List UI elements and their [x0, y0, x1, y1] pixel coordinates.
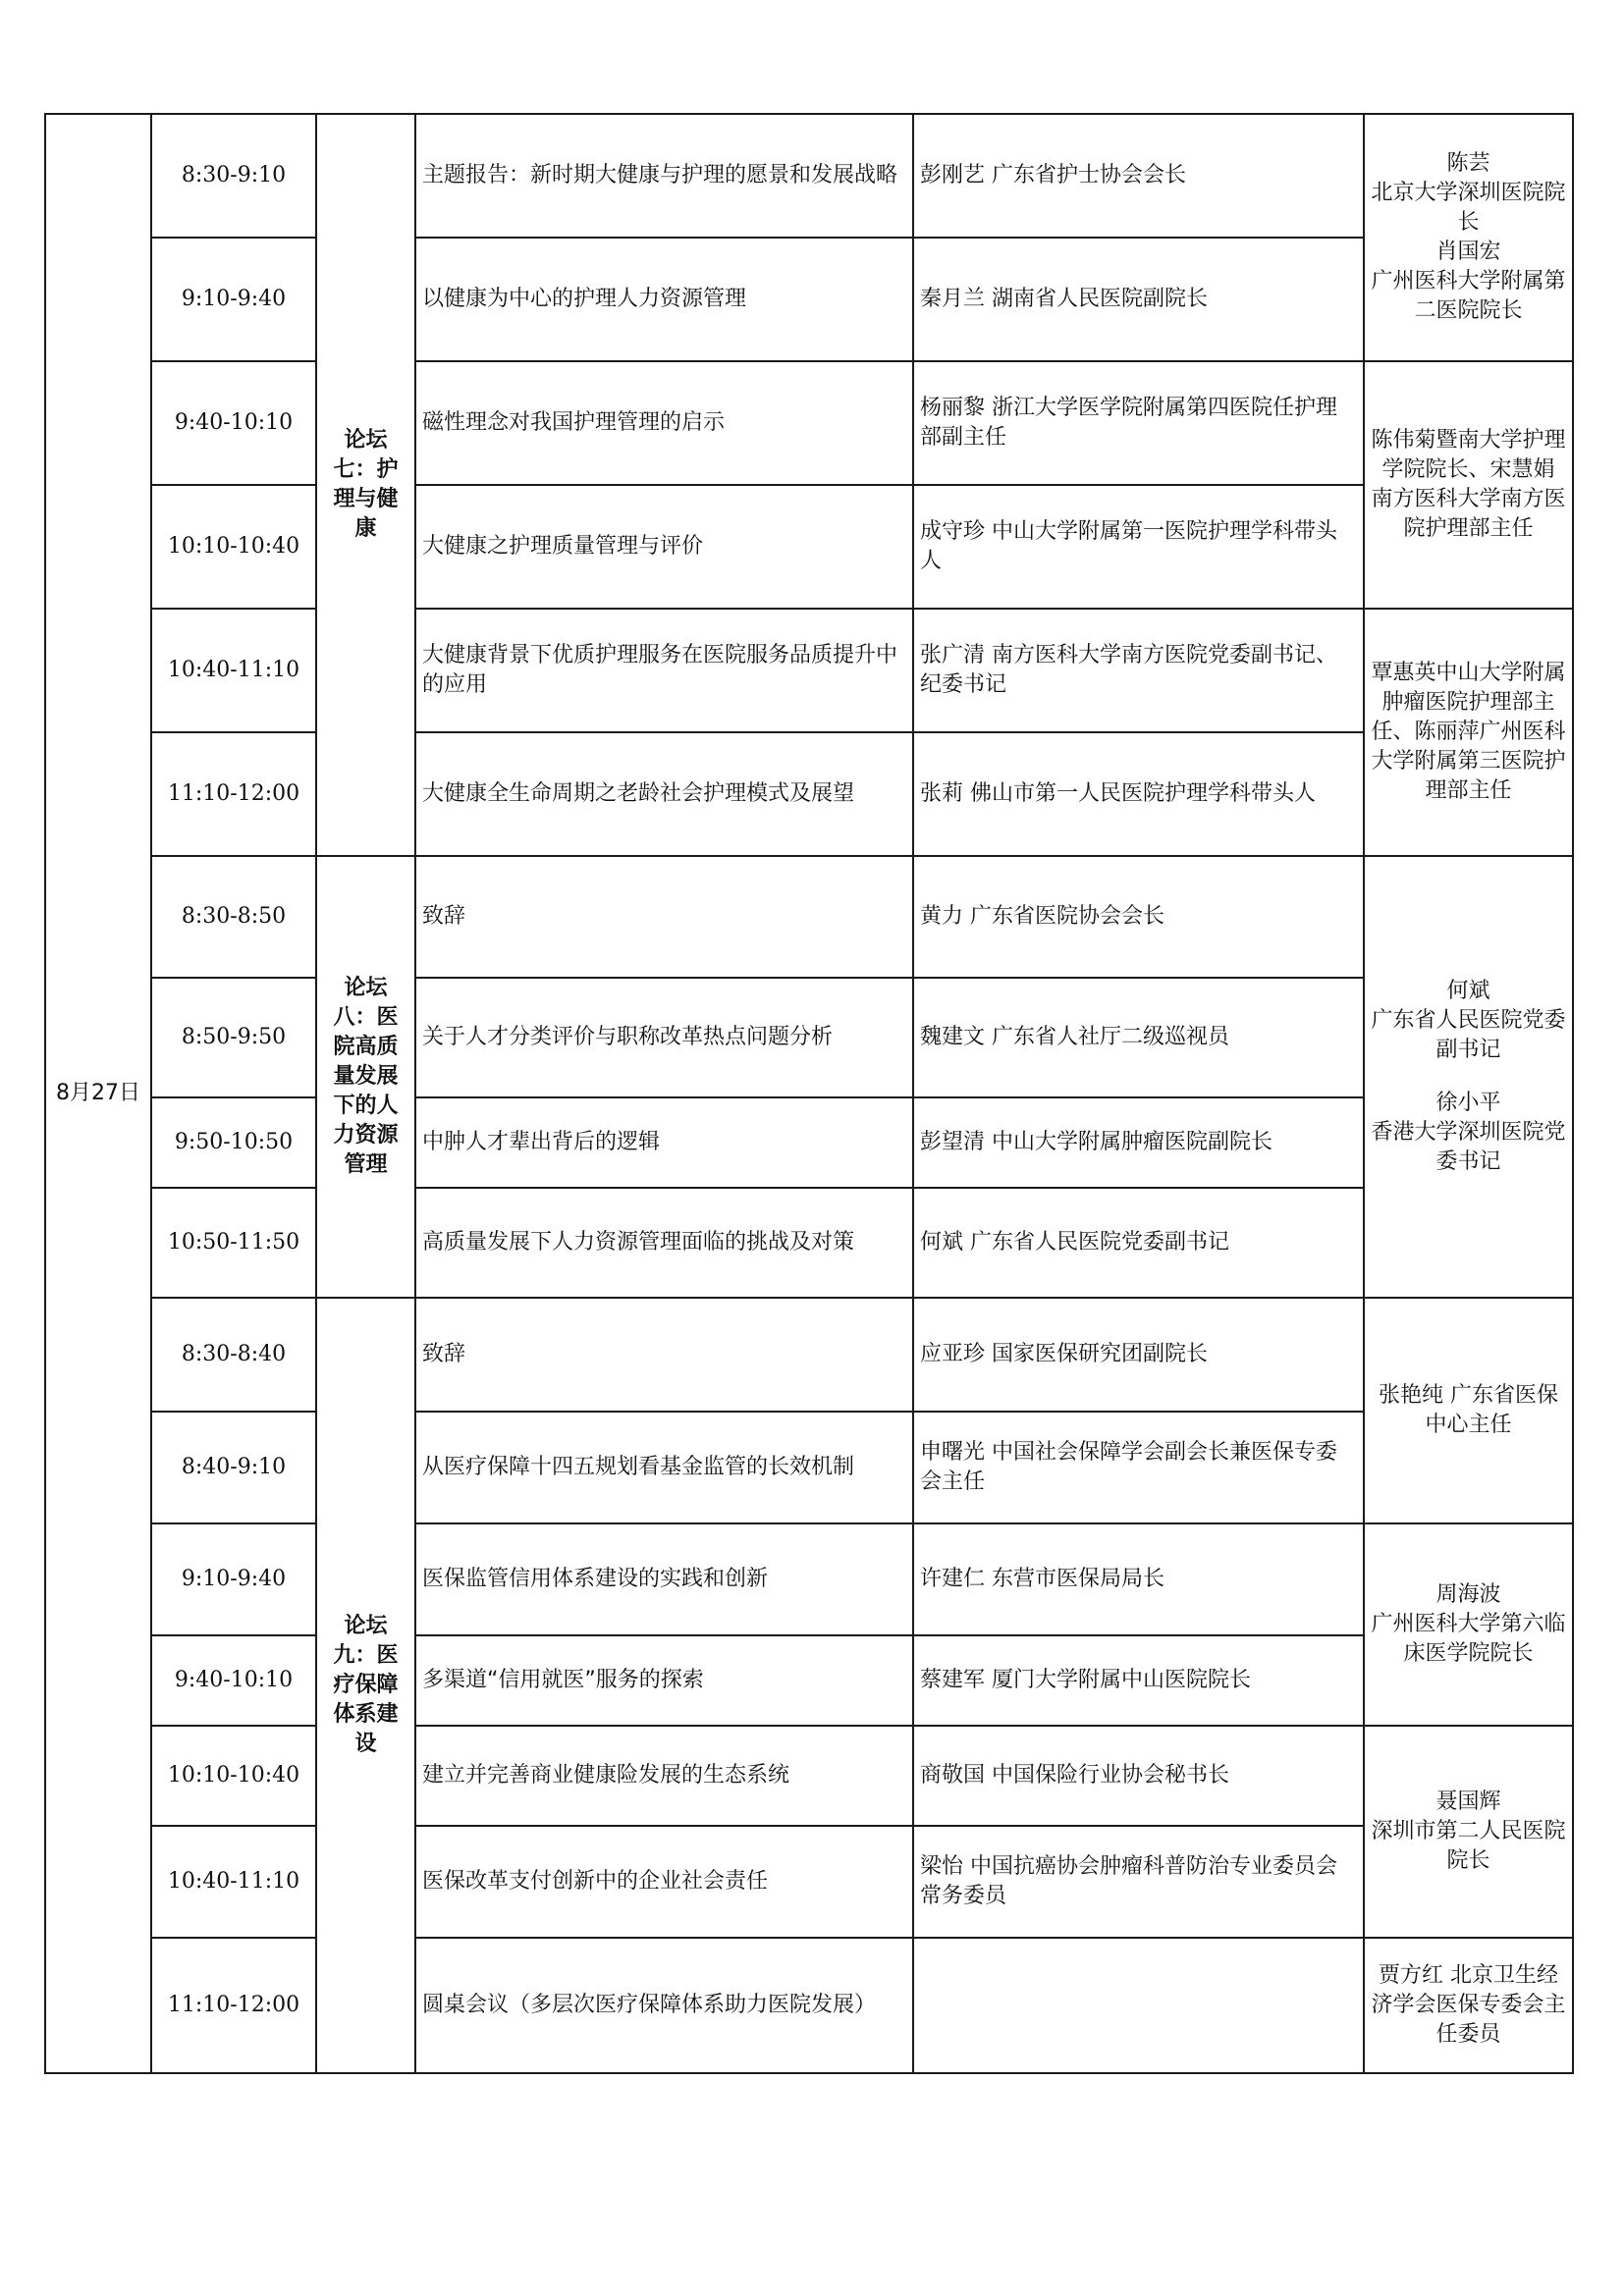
time-cell: 10:50-11:50: [151, 1188, 316, 1298]
host-title: 深圳市第二人民医院院长: [1371, 1819, 1566, 1873]
time-cell: 9:50-10:50: [151, 1097, 316, 1188]
host-cell: [1364, 609, 1573, 856]
time-cell: 10:40-11:10: [151, 609, 316, 732]
host-cell: [1364, 1938, 1573, 2073]
topic-cell: 大健康全生命周期之老龄社会护理模式及展望: [415, 732, 913, 856]
speaker-cell: 杨丽黎 浙江大学医学院附属第四医院任护理部副主任: [913, 361, 1364, 485]
topic-cell: 医保监管信用体系建设的实践和创新: [415, 1523, 913, 1635]
host-cell: [1364, 856, 1573, 1298]
time-cell: 9:10-9:40: [151, 238, 316, 361]
host-cell: [1364, 1298, 1573, 1523]
forum-title: 论坛九：医疗保障体系建设: [316, 1298, 415, 2073]
topic-cell: 高质量发展下人力资源管理面临的挑战及对策: [415, 1188, 913, 1298]
session-row: [45, 1097, 1573, 1188]
speaker-cell: 彭刚艺 广东省护士协会会长: [913, 114, 1364, 238]
host-name: 徐小平: [1435, 1091, 1501, 1115]
host-title: 广州医科大学附属第二医院院长: [1371, 269, 1566, 323]
topic-cell: 磁性理念对我国护理管理的启示: [415, 361, 913, 485]
host-cell: [1364, 361, 1573, 609]
agenda-table: [44, 113, 1574, 2074]
host-text: 陈伟菊暨南大学护理学院院长、宋慧娟 南方医科大学南方医院护理部主任: [1371, 428, 1566, 541]
speaker-cell: 张广清 南方医科大学南方医院党委副书记、纪委书记: [913, 609, 1364, 732]
speaker-cell: 成守珍 中山大学附属第一医院护理学科带头人: [913, 485, 1364, 609]
speaker-cell: 魏建文 广东省人社厅二级巡视员: [913, 978, 1364, 1097]
host-title: 广州医科大学第六临床医学院院长: [1371, 1612, 1566, 1666]
time-cell: 11:10-12:00: [151, 1938, 316, 2073]
session-row: [45, 485, 1573, 609]
host-cell: [1364, 114, 1573, 361]
session-row: [45, 856, 1573, 978]
time-cell: 8:30-8:40: [151, 1298, 316, 1412]
host-title: 广东省人民医院党委副书记: [1371, 1008, 1566, 1062]
host-title: 北京大学深圳医院院长: [1371, 181, 1566, 235]
speaker-cell: 应亚珍 国家医保研究团副院长: [913, 1298, 1364, 1412]
session-row: [45, 1635, 1573, 1726]
speaker-cell: [913, 1938, 1364, 2073]
time-cell: 10:10-10:40: [151, 1726, 316, 1826]
topic-cell: 致辞: [415, 856, 913, 978]
host-name: 肖国宏: [1435, 240, 1501, 264]
speaker-cell: 商敬国 中国保险行业协会秘书长: [913, 1726, 1364, 1826]
speaker-cell: 申曙光 中国社会保障学会副会长兼医保专委会主任: [913, 1412, 1364, 1523]
topic-cell: 圆桌会议（多层次医疗保障体系助力医院发展）: [415, 1938, 913, 2073]
host-text: 覃惠英中山大学附属肿瘤医院护理部主任、陈丽萍广州医科大学附属第三医院护理部主任: [1371, 661, 1566, 803]
time-cell: 10:10-10:40: [151, 485, 316, 609]
host-name: 周海波: [1435, 1582, 1501, 1607]
host-title: 香港大学深圳医院党委书记: [1371, 1120, 1566, 1174]
speaker-cell: 许建仁 东营市医保局局长: [913, 1523, 1364, 1635]
host-cell: [1364, 1726, 1573, 1938]
topic-cell: 从医疗保障十四五规划看基金监管的长效机制: [415, 1412, 913, 1523]
date-cell: 8月27日: [45, 114, 151, 2073]
forum-title: 论坛七：护理与健康: [316, 114, 415, 856]
topic-cell: 大健康背景下优质护理服务在医院服务品质提升中的应用: [415, 609, 913, 732]
host-name: 聂国辉: [1435, 1789, 1501, 1814]
session-row: [45, 1726, 1573, 1826]
session-row: [45, 1938, 1573, 2073]
speaker-cell: 何斌 广东省人民医院党委副书记: [913, 1188, 1364, 1298]
speaker-cell: 梁怡 中国抗癌协会肿瘤科普防治专业委员会常务委员: [913, 1826, 1364, 1938]
session-row: [45, 238, 1573, 361]
time-cell: 8:30-8:50: [151, 856, 316, 978]
session-row: [45, 114, 1573, 238]
topic-cell: 以健康为中心的护理人力资源管理: [415, 238, 913, 361]
topic-cell: 多渠道“信用就医”服务的探索: [415, 1635, 913, 1726]
session-row: [45, 1523, 1573, 1635]
host-name: 何斌: [1446, 979, 1490, 1003]
time-cell: 9:40-10:10: [151, 1635, 316, 1726]
session-row: [45, 1298, 1573, 1412]
topic-cell: 主题报告：新时期大健康与护理的愿景和发展战略: [415, 114, 913, 238]
speaker-cell: 蔡建军 厦门大学附属中山医院院长: [913, 1635, 1364, 1726]
speaker-cell: 张莉 佛山市第一人民医院护理学科带头人: [913, 732, 1364, 856]
session-row: [45, 609, 1573, 732]
session-row: [45, 732, 1573, 856]
speaker-cell: 秦月兰 湖南省人民医院副院长: [913, 238, 1364, 361]
host-cell: [1364, 1523, 1573, 1726]
topic-cell: 致辞: [415, 1298, 913, 1412]
time-cell: 8:40-9:10: [151, 1412, 316, 1523]
time-cell: 8:50-9:50: [151, 978, 316, 1097]
host-name: 陈芸: [1446, 151, 1490, 176]
topic-cell: 医保改革支付创新中的企业社会责任: [415, 1826, 913, 1938]
speaker-cell: 彭望清 中山大学附属肿瘤医院副院长: [913, 1097, 1364, 1188]
time-cell: 9:10-9:40: [151, 1523, 316, 1635]
session-row: [45, 1826, 1573, 1938]
forum-title: 论坛八：医院高质量发展下的人力资源管理: [316, 856, 415, 1298]
speaker-cell: 黄力 广东省医院协会会长: [913, 856, 1364, 978]
session-row: [45, 1412, 1573, 1523]
topic-cell: 大健康之护理质量管理与评价: [415, 485, 913, 609]
session-row: [45, 361, 1573, 485]
time-cell: 10:40-11:10: [151, 1826, 316, 1938]
topic-cell: 建立并完善商业健康险发展的生态系统: [415, 1726, 913, 1826]
host-text: 贾方红 北京卫生经济学会医保专委会主任委员: [1371, 1963, 1566, 2047]
time-cell: 11:10-12:00: [151, 732, 316, 856]
host-text: 张艳纯 广东省医保中心主任: [1379, 1383, 1558, 1437]
topic-cell: 关于人才分类评价与职称改革热点问题分析: [415, 978, 913, 1097]
session-row: [45, 1188, 1573, 1298]
session-row: [45, 978, 1573, 1097]
time-cell: 8:30-9:10: [151, 114, 316, 238]
time-cell: 9:40-10:10: [151, 361, 316, 485]
topic-cell: 中肿人才辈出背后的逻辑: [415, 1097, 913, 1188]
